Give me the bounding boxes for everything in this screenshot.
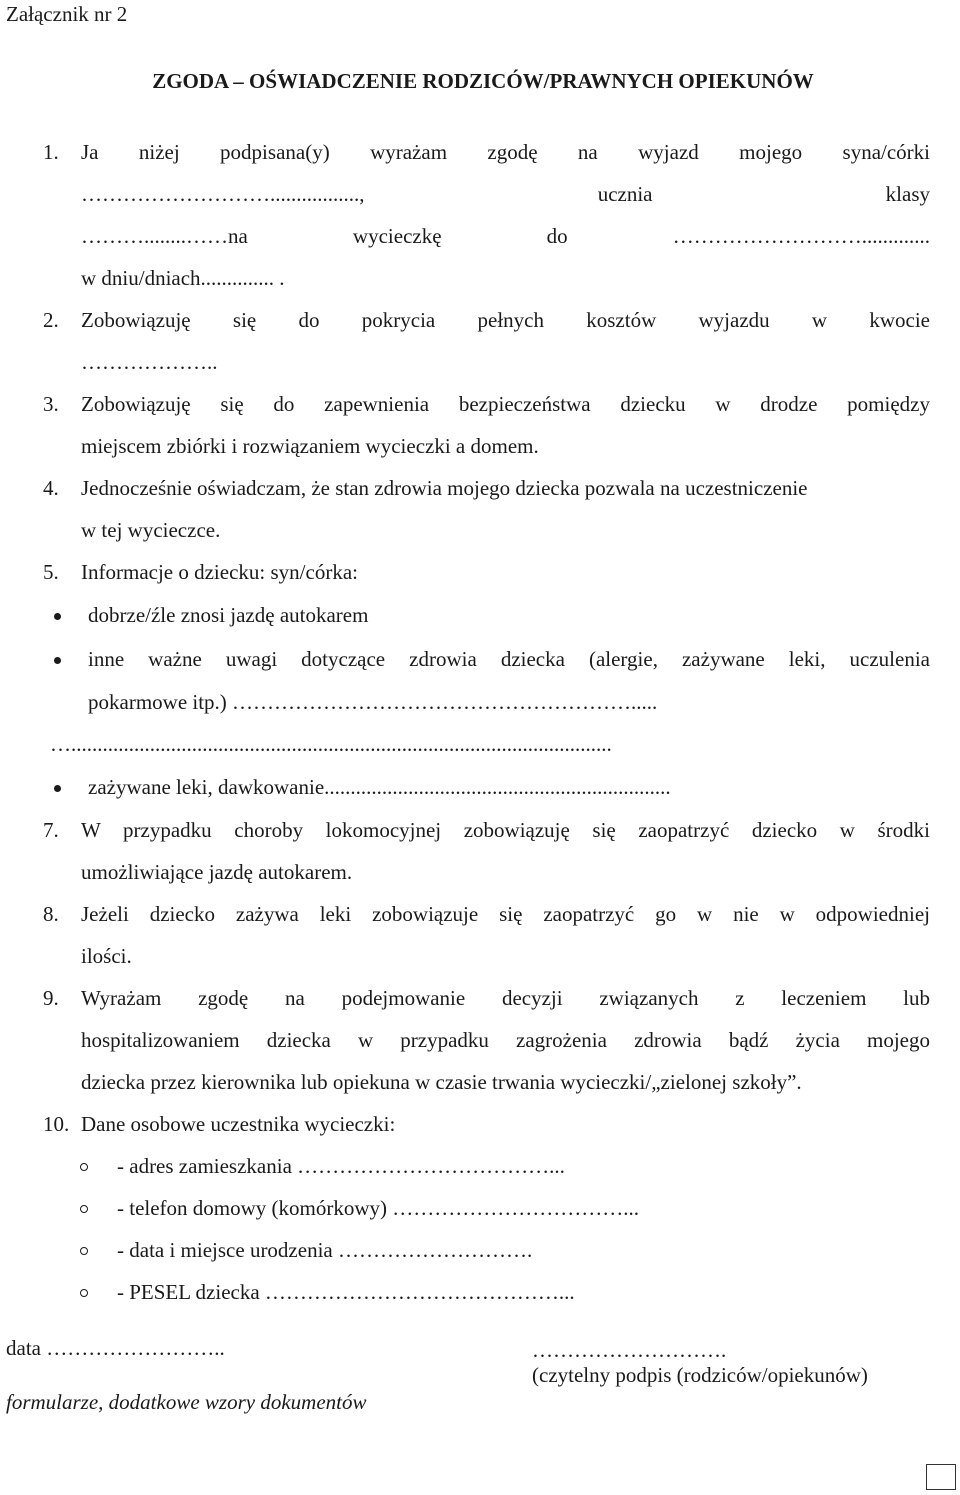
item-number: 8. (43, 902, 59, 926)
item-text: Jednocześnie oświadczam, że stan zdrowia mojego dziecka pozwala na uczestniczenie (81, 476, 808, 500)
item-text: Jeżeli dziecko zażywa leki zobowiązuje się zaopatrzyć go w nie w odpowiedniej (81, 902, 930, 926)
item-text: ilości. (81, 944, 132, 968)
item-number: 1. (43, 140, 59, 164)
bullet-icon (54, 657, 61, 664)
bullet-text: pokarmowe itp.) …………………………………………………..... (88, 690, 658, 714)
item-number: 7. (43, 818, 59, 842)
item-text: ………………………................., ucznia klasy (81, 182, 930, 206)
item-text: umożliwiające jazdę autokarem. (81, 860, 353, 884)
bullet-text: dobrze/źle znosi jazdę autokarem (88, 603, 369, 627)
data-field-address: - adres zamieszkania ………………………………... (117, 1154, 565, 1178)
bullet-icon (54, 613, 61, 620)
corner-box (926, 1464, 956, 1490)
signature-label: (czytelny podpis (rodziców/opiekunów) (532, 1363, 868, 1387)
document-title: ZGODA – OŚWIADCZENIE RODZICÓW/PRAWNYCH OPIEKUNÓW (152, 69, 814, 93)
data-field-phone: - telefon domowy (komórkowy) ……………………………... (117, 1196, 640, 1220)
item-text: W przypadku choroby lokomocyjnej zobowiązuję się zaopatrzyć dziecko w środki (81, 818, 930, 842)
item-number: 5. (43, 560, 59, 584)
item-number: 4. (43, 476, 59, 500)
item-text: Dane osobowe uczestnika wycieczki: (81, 1112, 396, 1136)
bullet-text: zażywane leki, dawkowanie.................................................................. (88, 775, 671, 799)
item-text: miejscem zbiórki i rozwiązaniem wycieczki a domem. (81, 434, 539, 458)
circle-bullet-icon (80, 1247, 88, 1255)
item-text: ……………….. (81, 350, 218, 374)
signature-line: ………………………. (532, 1338, 727, 1362)
data-field-pesel: - PESEL dziecka ……………………………………... (117, 1280, 575, 1304)
data-field-birth: - data i miejsce urodzenia ………………………. (117, 1238, 533, 1262)
attachment-label: Załącznik nr 2 (6, 2, 128, 26)
date-field: data …………………….. (6, 1336, 225, 1360)
circle-bullet-icon (80, 1205, 88, 1213)
item-text: Wyrażam zgodę na podejmowanie decyzji związanych z leczeniem lub (81, 986, 930, 1010)
item-number: 9. (43, 986, 59, 1010)
footer-text: formularze, dodatkowe wzory dokumentów (6, 1390, 367, 1414)
item-text: Ja niżej podpisana(y) wyrażam zgodę na wyjazd mojego syna/córki (81, 140, 930, 164)
bullet-icon (54, 785, 61, 792)
bullet-text: …....................................................................................................... (50, 732, 612, 756)
item-text: Zobowiązuję się do zapewnienia bezpieczeństwa dziecku w drodze pomiędzy (81, 392, 930, 416)
item-text: hospitalizowaniem dziecka w przypadku zagrożenia zdrowia bądź życia mojego (81, 1028, 930, 1052)
circle-bullet-icon (80, 1163, 88, 1171)
item-text: dziecka przez kierownika lub opiekuna w czasie trwania wycieczki/„zielonej szkoły”. (81, 1070, 802, 1094)
item-text: w dniu/dniach.............. . (81, 266, 285, 290)
item-number: 10. (43, 1112, 70, 1136)
circle-bullet-icon (80, 1289, 88, 1297)
item-text: ………........……na wycieczkę do ………………………............. (81, 224, 930, 248)
bullet-text: inne ważne uwagi dotyczące zdrowia dziecka (alergie, zażywane leki, uczulenia (88, 647, 930, 671)
item-text: Zobowiązuję się do pokrycia pełnych kosztów wyjazdu w kwocie (81, 308, 930, 332)
item-number: 2. (43, 308, 59, 332)
item-number: 3. (43, 392, 59, 416)
item-text: Informacje o dziecku: syn/córka: (81, 560, 358, 584)
item-text: w tej wycieczce. (81, 518, 221, 542)
